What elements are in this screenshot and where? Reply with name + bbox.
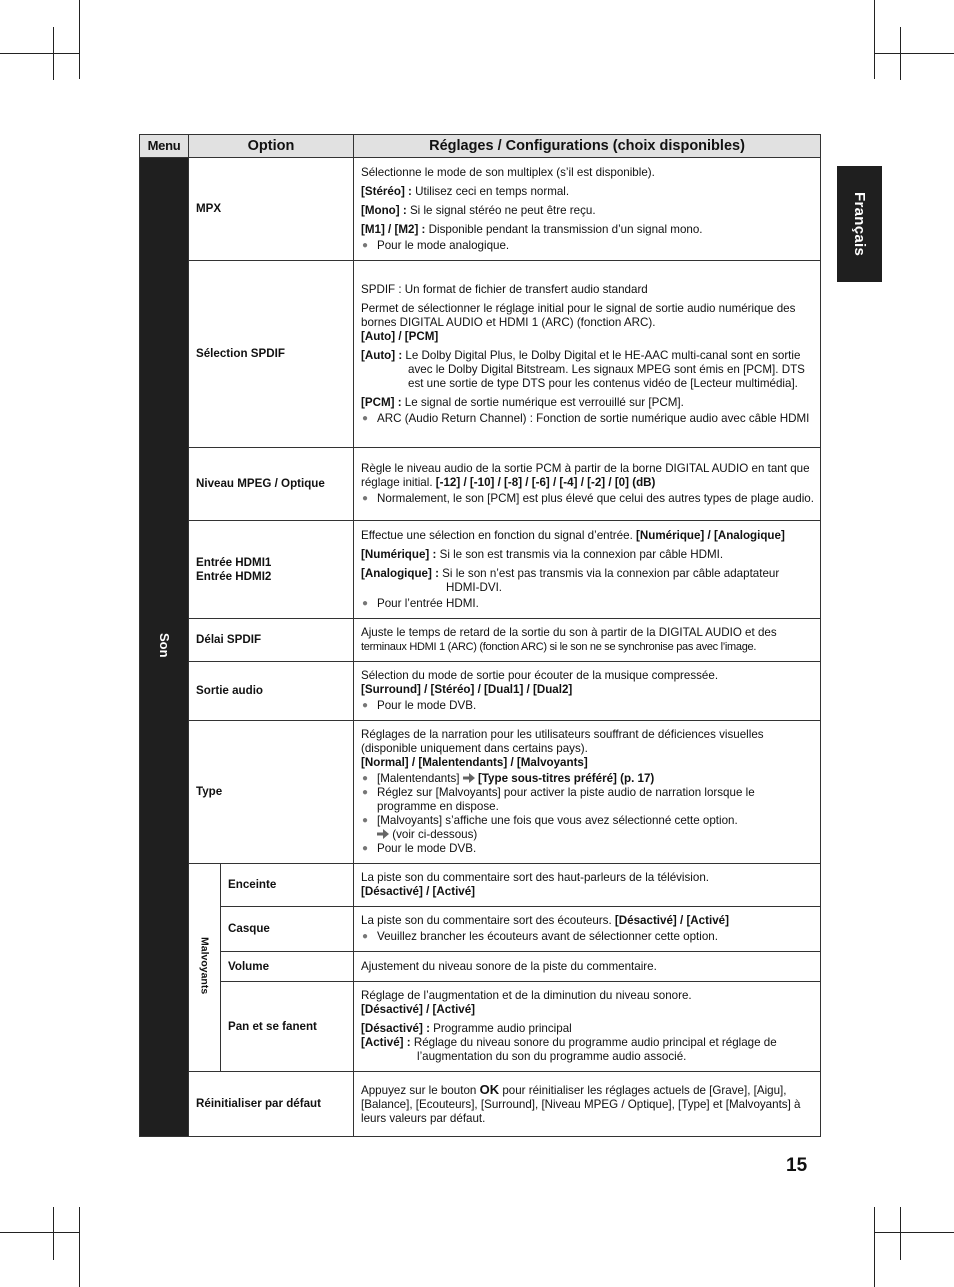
option-key: [Numérique] : bbox=[361, 547, 437, 561]
option-delai: Délai SPDIF bbox=[189, 619, 354, 662]
table-row bbox=[140, 619, 821, 662]
desc-delai bbox=[354, 619, 821, 662]
table-row bbox=[140, 982, 821, 1072]
option-mpeg: Niveau MPEG / Optique bbox=[189, 448, 354, 521]
bullet-icon: ● bbox=[362, 700, 369, 711]
text-line: SPDIF : Un format de fichier de transfert audio standard bbox=[361, 282, 648, 296]
option-casque: Casque bbox=[221, 907, 354, 952]
table-row bbox=[140, 864, 821, 907]
list-item bbox=[361, 699, 814, 713]
page-number: 15 bbox=[786, 1155, 808, 1176]
arrow-right-icon bbox=[463, 773, 475, 783]
text-line bbox=[361, 529, 814, 543]
option-text: Le signal de sortie numérique est verrouillé sur [PCM]. bbox=[401, 395, 684, 409]
crop-mark bbox=[79, 0, 80, 79]
bullet-list bbox=[361, 699, 814, 713]
option-text: Si le son est transmis via la connexion par câble HDMI. bbox=[436, 547, 724, 561]
crop-mark bbox=[874, 0, 875, 79]
option-key: [Auto] : bbox=[361, 348, 403, 362]
option-text: Programme audio principal bbox=[429, 1022, 572, 1035]
crop-mark bbox=[874, 1207, 875, 1287]
crop-mark bbox=[874, 53, 927, 54]
bullet-icon: ● bbox=[362, 931, 369, 942]
option-key: [PCM] : bbox=[361, 395, 402, 409]
text-span: Sélection du mode de sortie pour écouter de la musique compressée. bbox=[361, 669, 719, 682]
option-key: [Mono] : bbox=[361, 203, 407, 217]
table-row bbox=[140, 261, 821, 448]
table-row bbox=[140, 521, 821, 619]
option-hdmi bbox=[189, 521, 354, 619]
text-line bbox=[361, 1022, 814, 1036]
crop-mark bbox=[27, 53, 80, 54]
bullet-list bbox=[361, 412, 814, 426]
bullet-icon: ● bbox=[362, 843, 369, 854]
option-key: [Activé] : bbox=[361, 1036, 411, 1049]
text-line bbox=[361, 302, 814, 344]
text-line bbox=[361, 1036, 814, 1064]
text-span: Réglage de l’augmentation et de la diminution du niveau sonore. bbox=[361, 989, 692, 1002]
language-label: Français bbox=[851, 191, 868, 257]
text-span: Permet de sélectionner le réglage initial pour le signal de sortie audio numérique des bornes DIGITAL AUDIO et HDMI 1 (ARC) (fonction ARC). bbox=[361, 301, 796, 329]
text-span: Réglages de la narration pour les utilisateurs souffrant de déficiences visuelles (disponible uniquement dans certains pays). bbox=[361, 728, 764, 755]
crop-mark bbox=[79, 1207, 80, 1287]
option-text: Si le son n’est pas transmis via la connexion par câble adaptateur HDMI-DVI. bbox=[438, 566, 780, 594]
list-item bbox=[361, 930, 814, 944]
settings-table bbox=[139, 134, 821, 1137]
option-text: Utilisez ceci en temps normal. bbox=[411, 184, 570, 198]
list-item bbox=[361, 814, 814, 842]
option-values: [Auto] / [PCM] bbox=[361, 329, 439, 343]
bullet-list bbox=[361, 597, 814, 611]
option-key: [Désactivé] : bbox=[361, 1022, 430, 1035]
list-item bbox=[361, 239, 814, 253]
text-line bbox=[361, 669, 814, 697]
option-key: [M1] / [M2] : bbox=[361, 222, 426, 236]
option-text: Si le signal stéréo ne peut être reçu. bbox=[406, 203, 596, 217]
bullet-list bbox=[361, 239, 814, 253]
option-sortie: Sortie audio bbox=[189, 662, 354, 721]
list-item-text: Normalement, le son [PCM] est plus élevé que celui des autres types de plage audio. bbox=[377, 492, 814, 505]
option-text: Réglage du niveau sonore du programme audio principal et réglage de l’augmentation du son du programme audio associé. bbox=[410, 1036, 777, 1063]
option-spdif: Sélection SPDIF bbox=[189, 261, 354, 448]
option-key: [Stéréo] : bbox=[361, 184, 412, 198]
option-type: Type bbox=[189, 721, 354, 864]
text-span: La piste son du commentaire sort des écouteurs. bbox=[361, 914, 615, 927]
list-item-text: Pour le mode analogique. bbox=[377, 238, 510, 252]
list-item bbox=[361, 597, 814, 611]
ok-button-glyph: OK bbox=[479, 1081, 500, 1097]
text-line bbox=[361, 989, 814, 1017]
crop-mark bbox=[27, 1232, 80, 1233]
option-reinit: Réinitialiser par défaut bbox=[189, 1072, 354, 1137]
list-item bbox=[361, 842, 814, 856]
list-item-text: Réglez sur [Malvoyants] pour activer la piste audio de narration lorsque le programme en dispose. bbox=[377, 786, 755, 813]
option-pan: Pan et se fanent bbox=[221, 982, 354, 1072]
desc-type bbox=[354, 721, 821, 864]
crop-mark bbox=[53, 1207, 54, 1260]
option-values: [Numérique] / [Analogique] bbox=[636, 528, 785, 542]
desc-pan bbox=[354, 982, 821, 1072]
text-line bbox=[361, 223, 814, 237]
bullet-list bbox=[361, 772, 814, 856]
table-row bbox=[140, 448, 821, 521]
option-values: [Désactivé] / [Activé] bbox=[614, 914, 729, 927]
text-span: Effectue une sélection en fonction du signal d’entrée. bbox=[361, 528, 637, 542]
text-line bbox=[361, 396, 814, 410]
text-line: Ajuste le temps de retard de la sortie du son à partir de la DIGITAL AUDIO et des bbox=[361, 626, 777, 639]
list-item-text: Pour le mode DVB. bbox=[377, 699, 477, 712]
menu-son-label: Son bbox=[157, 632, 172, 658]
list-item bbox=[361, 412, 814, 426]
option-volume: Volume bbox=[221, 952, 354, 982]
table-row bbox=[140, 1072, 821, 1137]
text-line: La piste son du commentaire sort des haut-parleurs de la télévision. bbox=[361, 871, 709, 884]
option-key: [Analogique] : bbox=[361, 566, 439, 580]
text-line bbox=[361, 462, 814, 490]
page-reference: [Type sous-titres préféré] (p. 17) bbox=[477, 772, 655, 785]
bullet-icon: ● bbox=[362, 239, 369, 251]
text-line bbox=[361, 204, 814, 218]
list-item bbox=[361, 786, 814, 814]
desc-mpeg bbox=[354, 448, 821, 521]
desc-spdif bbox=[354, 261, 821, 448]
bullet-list bbox=[361, 930, 814, 944]
list-item-text: ARC (Audio Return Channel) : Fonction de sortie numérique audio avec câble HDMI bbox=[377, 411, 810, 425]
option-values: [Normal] / [Malentendants] / [Malvoyants] bbox=[361, 756, 588, 769]
text-span: pour réinitialiser les réglages actuels de [Grave], [Aigu], [Balance], [Ecouteurs], [Surround], [Niveau MPEG / Optique], [Type] et [Malvoyants] à leurs valeurs par défaut. bbox=[361, 1083, 801, 1125]
text-line bbox=[361, 914, 814, 928]
crop-mark bbox=[874, 1232, 927, 1233]
option-values: [Surround] / [Stéréo] / [Dual1] / [Dual2] bbox=[361, 683, 573, 696]
text-line: terminaux HDMI 1 (ARC) (fonction ARC) si le son ne se synchronise pas avec l’image. bbox=[361, 641, 757, 653]
text-line bbox=[361, 349, 814, 391]
desc-reinit bbox=[354, 1072, 821, 1137]
text-line bbox=[361, 548, 814, 562]
option-values: [Désactivé] / [Activé] bbox=[361, 885, 476, 898]
desc-sortie bbox=[354, 662, 821, 721]
header-settings: Réglages / Configurations (choix disponibles) bbox=[354, 135, 821, 158]
list-item-text: Pour le mode DVB. bbox=[377, 842, 477, 855]
bullet-icon: ● bbox=[362, 787, 369, 798]
list-item-text: [Malentendants] bbox=[377, 772, 463, 785]
option-enceinte: Enceinte bbox=[221, 864, 354, 907]
bullet-icon: ● bbox=[362, 412, 369, 424]
bullet-icon: ● bbox=[362, 815, 369, 826]
header-option: Option bbox=[189, 135, 354, 158]
option-text: Disponible pendant la transmission d’un signal mono. bbox=[425, 222, 703, 236]
desc-casque bbox=[354, 907, 821, 952]
text-span: Appuyez sur le bouton bbox=[361, 1083, 480, 1097]
group-malvoyants-label: Malvoyants bbox=[198, 936, 211, 995]
list-item-text: Pour l’entrée HDMI. bbox=[377, 596, 479, 610]
text-line bbox=[361, 185, 814, 199]
desc-hdmi bbox=[354, 521, 821, 619]
language-tab bbox=[837, 166, 882, 282]
desc-mpx bbox=[354, 158, 821, 261]
arrow-right-icon bbox=[377, 829, 389, 839]
text-line: Ajustement du niveau sonore de la piste du commentaire. bbox=[361, 959, 657, 973]
table-header bbox=[140, 135, 821, 158]
group-malvoyants bbox=[189, 864, 221, 1072]
crop-mark bbox=[900, 1207, 901, 1260]
option-mpx: MPX bbox=[189, 158, 354, 261]
table-row bbox=[140, 907, 821, 952]
bullet-icon: ● bbox=[362, 773, 369, 784]
option-hdmi1: Entrée HDMI1 bbox=[196, 555, 272, 569]
bullet-list bbox=[361, 492, 814, 506]
see-below-text: (voir ci-dessous) bbox=[389, 828, 478, 841]
option-values: [-12] / [-10] / [-8] / [-6] / [-4] / [-2] / [0] (dB) bbox=[435, 476, 656, 489]
table-row bbox=[140, 662, 821, 721]
bullet-icon: ● bbox=[362, 597, 369, 609]
list-item bbox=[361, 492, 814, 506]
list-item bbox=[361, 772, 814, 786]
header-menu: Menu bbox=[140, 135, 189, 158]
table-row bbox=[140, 952, 821, 982]
option-values: [Désactivé] / [Activé] bbox=[361, 1003, 476, 1016]
text-line bbox=[361, 567, 814, 595]
table-row bbox=[140, 721, 821, 864]
bullet-icon: ● bbox=[362, 493, 369, 504]
text-line: Sélectionne le mode de son multiplex (s’il est disponible). bbox=[361, 165, 655, 179]
text-span: Règle le niveau audio de la sortie PCM à partir de la borne DIGITAL AUDIO en tant que réglage initial. bbox=[361, 462, 810, 489]
list-item-text: [Malvoyants] s’affiche une fois que vous avez sélectionné cette option. bbox=[377, 814, 738, 827]
table-row bbox=[140, 158, 821, 261]
option-hdmi2: Entrée HDMI2 bbox=[196, 569, 272, 583]
menu-son bbox=[140, 158, 189, 1137]
list-item-text: Veuillez brancher les écouteurs avant de sélectionner cette option. bbox=[377, 930, 718, 943]
text-line bbox=[361, 728, 814, 770]
option-text: Le Dolby Digital Plus, le Dolby Digital et le HE-AAC multi-canal sont en sortie avec le Dolby Digital Bitstream. Les signaux MPEG sont émis en [PCM]. DTS est une sortie de type DTS pour les contenus vidéo de [Lecteur multimédia]. bbox=[402, 348, 805, 390]
desc-volume bbox=[354, 952, 821, 982]
desc-enceinte bbox=[354, 864, 821, 907]
